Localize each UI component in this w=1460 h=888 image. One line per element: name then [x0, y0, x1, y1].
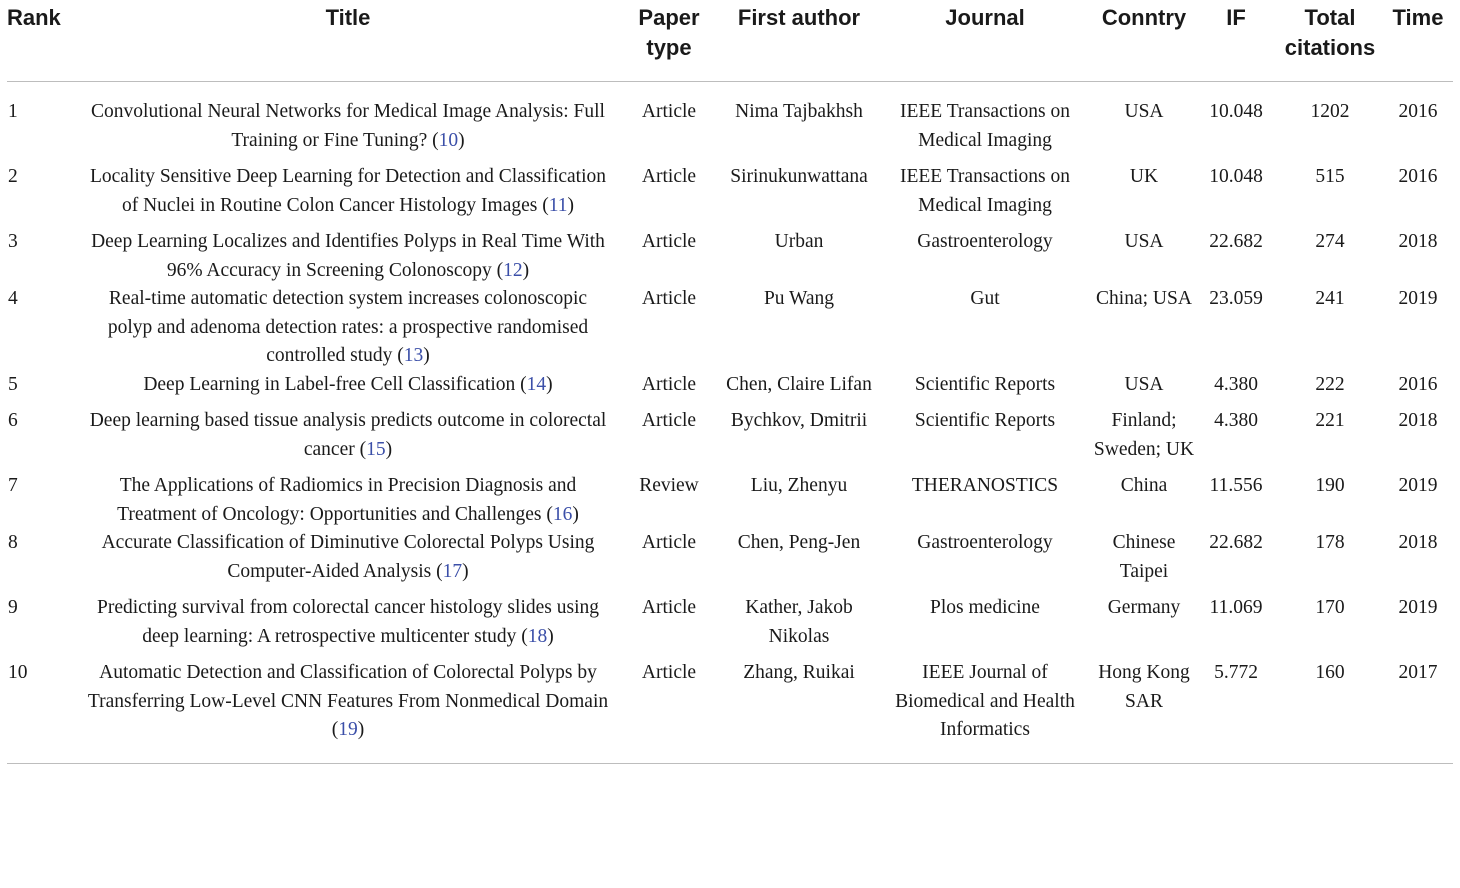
table-row [7, 659, 1453, 763]
impact-factor-cell: 23.059 [1209, 288, 1263, 309]
first-author-cell: Kather, Jakob Nikolas [745, 597, 853, 647]
table-row [7, 82, 1453, 164]
impact-factor-cell: 11.069 [1209, 597, 1263, 618]
table-row [7, 594, 1453, 659]
header-row [7, 0, 1453, 82]
time-cell: 2016 [1398, 166, 1438, 187]
table-row [7, 228, 1453, 285]
country-cell: USA [1124, 231, 1164, 252]
paper-type-cell: Article [641, 532, 697, 553]
title-text: Automatic Detection and Classification of Colorectal Polyps by Transferring Low-Level CNN Features From Nonmedical Domain [87, 662, 609, 712]
rank-cell: 1 [8, 101, 18, 122]
title-cell: Deep Learning in Label-free Cell Classification (14) [143, 373, 553, 395]
reference-link[interactable]: 14 [526, 373, 547, 395]
title-text: Deep Learning in Label-free Cell Classification [143, 373, 516, 395]
title-text: Locality Sensitive Deep Learning for Detection and Classification of Nuclei in Routine Colon Cancer Histology Images [89, 166, 607, 216]
table-row [7, 472, 1453, 529]
time-cell: 2018 [1398, 532, 1438, 553]
country-cell: Finland; Sweden; UK [1093, 410, 1195, 460]
total-citations-cell: 274 [1315, 231, 1345, 252]
first-author-cell: Chen, Claire Lifan [726, 373, 872, 395]
country-cell: China; USA [1096, 288, 1192, 309]
table-row [7, 529, 1453, 594]
impact-factor-cell: 4.380 [1214, 373, 1258, 395]
total-citations-cell: 222 [1315, 373, 1345, 395]
title-cell: Deep Learning Localizes and Identifies Polyps in Real Time With 96% Accuracy in Screening Colonoscopy (12) [91, 231, 605, 281]
journal-cell: IEEE Journal of Biomedical and Health Informatics [877, 659, 1093, 763]
header-country: Conntry [1093, 0, 1195, 82]
first-author-cell: Nima Tajbakhsh [735, 101, 863, 122]
paper-type-cell: Article [641, 410, 697, 431]
impact-factor-cell: 10.048 [1209, 166, 1263, 187]
title-text: Predicting survival from colorectal cancer histology slides using deep learning: A retrospective multicenter study [96, 597, 599, 647]
journal-cell: Gastroenterology [917, 231, 1053, 252]
title-text: Accurate Classification of Diminutive Colorectal Polyps Using Computer-Aided Analysis [101, 532, 595, 582]
total-citations-cell: 221 [1315, 410, 1345, 431]
time-cell: 2019 [1398, 475, 1438, 496]
impact-factor-cell: 11.556 [1209, 475, 1263, 496]
rank-cell: 4 [8, 288, 18, 309]
title-text: Convolutional Neural Networks for Medical Image Analysis: Full Training or Fine Tuning? [91, 101, 605, 151]
total-citations-cell: 178 [1315, 532, 1345, 553]
table-body [7, 82, 1453, 764]
first-author-cell: Liu, Zhenyu [750, 475, 848, 496]
rank-cell: 6 [8, 410, 18, 431]
title-cell: Predicting survival from colorectal cancer histology slides using deep learning: A retrospective multicenter study (18) [96, 597, 599, 647]
time-cell: 2017 [1383, 659, 1453, 763]
country-cell: USA [1124, 373, 1164, 395]
time-cell: 2019 [1398, 288, 1438, 309]
rank-cell: 7 [8, 475, 18, 496]
reference-link[interactable]: 13 [403, 345, 424, 366]
title-cell: Real-time automatic detection system increases colonoscopic polyp and adenoma detection rates: a prospective randomised controlled study (13) [107, 288, 589, 366]
journal-cell: Gut [970, 288, 1000, 309]
reference-link[interactable]: 12 [503, 259, 523, 281]
rank-cell: 3 [8, 231, 18, 252]
country-cell: UK [1129, 166, 1159, 187]
journal-cell: Scientific Reports [914, 373, 1056, 395]
table-row [7, 407, 1453, 472]
total-citations-cell: 241 [1315, 288, 1345, 309]
header-paper-type: Paper type [617, 0, 721, 82]
title-cell: Automatic Detection and Classification of Colorectal Polyps by Transferring Low-Level CNN Features From Nonmedical Domain (19) [79, 659, 617, 763]
table-row [7, 285, 1453, 371]
title-cell: Convolutional Neural Networks for Medical Image Analysis: Full Training or Fine Tuning? (10) [91, 101, 605, 151]
rank-cell: 5 [8, 373, 18, 395]
reference-link[interactable]: 15 [366, 438, 386, 460]
table-row [7, 163, 1453, 228]
impact-factor-cell: 22.682 [1209, 532, 1263, 553]
impact-factor-cell: 10.048 [1209, 101, 1263, 122]
country-cell: Hong Kong SAR [1093, 659, 1195, 763]
paper-type-cell: Article [641, 101, 697, 122]
table-row [7, 371, 1453, 408]
impact-factor-cell: 4.380 [1214, 410, 1258, 431]
total-citations-cell: 190 [1315, 475, 1345, 496]
title-cell: Deep learning based tissue analysis predicts outcome in colorectal cancer (15) [89, 410, 607, 460]
header-time: Time [1383, 0, 1453, 82]
rank-cell: 8 [8, 532, 18, 553]
impact-factor-cell: 5.772 [1195, 659, 1277, 763]
title-cell: Accurate Classification of Diminutive Colorectal Polyps Using Computer-Aided Analysis (17) [101, 532, 595, 582]
journal-cell: Plos medicine [930, 597, 1040, 618]
reference-link[interactable]: 19 [338, 719, 358, 740]
reference-link[interactable]: 18 [527, 625, 548, 647]
total-citations-cell: 170 [1315, 597, 1345, 618]
title-text: Deep learning based tissue analysis predicts outcome in colorectal cancer [89, 410, 607, 460]
header-if: IF [1195, 0, 1277, 82]
top-cited-papers-table [7, 0, 1453, 764]
journal-cell: Scientific Reports [914, 410, 1056, 431]
paper-type-cell: Article [641, 373, 697, 395]
first-author-cell: Sirinukunwattana [730, 166, 868, 187]
title-text: The Applications of Radiomics in Precision Diagnosis and Treatment of Oncology: Opportunities and Challenges [117, 475, 577, 525]
total-citations-cell: 515 [1315, 166, 1345, 187]
journal-cell: IEEE Transactions on Medical Imaging [899, 101, 1071, 151]
journal-cell: THERANOSTICS [911, 475, 1059, 496]
header-title: Title [79, 0, 617, 82]
first-author-cell: Bychkov, Dmitrii [730, 410, 868, 431]
reference-link[interactable]: 11 [548, 194, 568, 216]
rank-cell: 10 [7, 659, 79, 763]
impact-factor-cell: 22.682 [1209, 231, 1263, 252]
title-text: Deep Learning Localizes and Identifies Polyps in Real Time With 96% Accuracy in Screening Colonoscopy [91, 231, 605, 281]
country-cell: Germany [1107, 597, 1181, 618]
country-cell: China [1120, 475, 1168, 496]
header-rank: Rank [7, 0, 79, 82]
title-cell: The Applications of Radiomics in Precision Diagnosis and Treatment of Oncology: Opportunities and Challenges (16) [117, 475, 579, 525]
paper-type-cell: Review [639, 475, 699, 496]
country-cell: Chinese Taipei [1112, 532, 1176, 582]
header-total-citations: Total citations [1277, 0, 1383, 82]
reference-link[interactable]: 10 [438, 129, 459, 151]
first-author-cell: Zhang, Ruikai [721, 659, 877, 763]
journal-cell: IEEE Transactions on Medical Imaging [899, 166, 1071, 216]
total-citations-cell: 1202 [1310, 101, 1350, 122]
title-text: Real-time automatic detection system increases colonoscopic polyp and adenoma detection rates: a prospective randomised controlled study [107, 288, 589, 366]
first-author-cell: Chen, Peng-Jen [737, 532, 861, 553]
header-first-author: First author [721, 0, 877, 82]
paper-type-cell: Article [641, 166, 697, 187]
rank-cell: 9 [8, 597, 18, 618]
country-cell: USA [1124, 101, 1164, 122]
paper-type-cell: Article [641, 231, 697, 252]
time-cell: 2018 [1398, 410, 1438, 431]
first-author-cell: Urban [774, 231, 824, 252]
journal-cell: Gastroenterology [917, 532, 1053, 553]
time-cell: 2019 [1398, 597, 1438, 618]
time-cell: 2016 [1398, 373, 1438, 395]
first-author-cell: Pu Wang [763, 288, 835, 309]
title-cell: Locality Sensitive Deep Learning for Detection and Classification of Nuclei in Routine Colon Cancer Histology Images (11) [89, 166, 607, 216]
paper-type-cell: Article [641, 288, 697, 309]
total-citations-cell: 160 [1277, 659, 1383, 763]
header-journal: Journal [877, 0, 1093, 82]
reference-link[interactable]: 17 [442, 560, 463, 582]
paper-type-cell: Article [617, 659, 721, 763]
reference-link[interactable]: 16 [552, 503, 573, 525]
time-cell: 2018 [1398, 231, 1438, 252]
paper-type-cell: Article [641, 597, 697, 618]
rank-cell: 2 [8, 166, 18, 187]
time-cell: 2016 [1398, 101, 1438, 122]
